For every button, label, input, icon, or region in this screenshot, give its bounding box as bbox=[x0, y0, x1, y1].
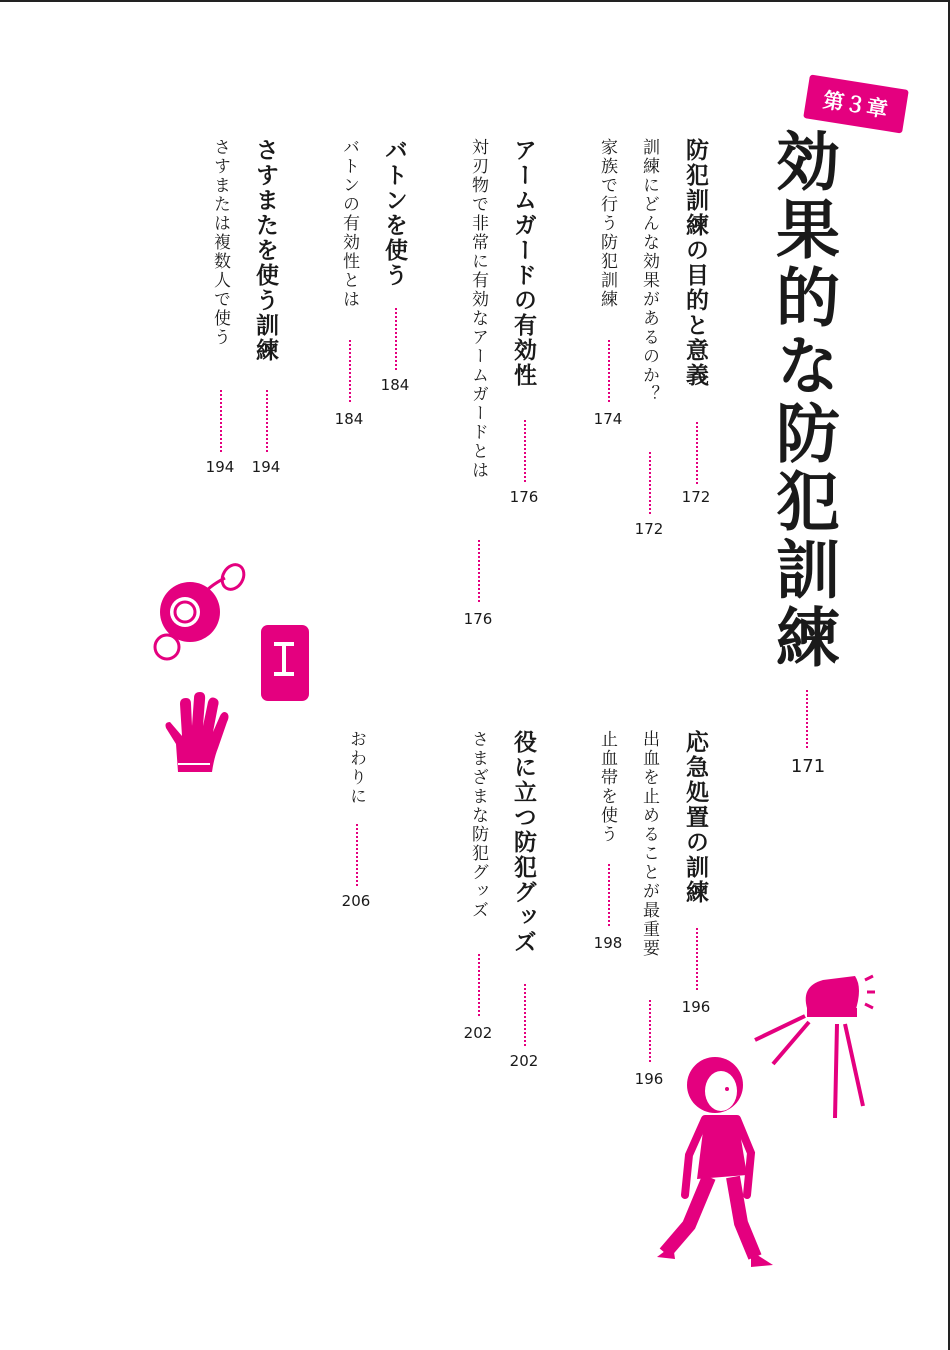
page-number: 194 bbox=[251, 458, 281, 476]
page-border-top bbox=[0, 0, 950, 2]
chapter-title: 効果的な防犯訓練 bbox=[765, 128, 839, 672]
subsection-title[interactable]: 家族で行う防犯訓練 bbox=[597, 138, 617, 309]
section-heading[interactable]: 役に立つ防犯グッズ bbox=[510, 730, 536, 955]
leader-dots bbox=[349, 340, 351, 402]
page-number: 176 bbox=[509, 488, 539, 506]
page-number: 198 bbox=[593, 934, 623, 952]
leader-dots bbox=[478, 540, 480, 602]
leader-dots bbox=[356, 824, 358, 886]
section-heading[interactable]: バトンを使う bbox=[381, 138, 407, 288]
section-heading[interactable]: 応急処置の訓練 bbox=[682, 730, 708, 905]
subsection-title[interactable]: 出血を止めることが最重要 bbox=[639, 730, 659, 958]
page-number: 196 bbox=[681, 998, 711, 1016]
leader-dots bbox=[524, 984, 526, 1046]
page-number: 184 bbox=[334, 410, 364, 428]
leader-dots bbox=[266, 390, 268, 452]
subsection-title[interactable]: おわりに bbox=[346, 730, 366, 806]
subsection-title[interactable]: さまざまな防犯グッズ bbox=[468, 730, 488, 920]
chapter-page: 171 bbox=[790, 756, 826, 777]
page-number: 172 bbox=[634, 520, 664, 538]
subsection-title[interactable]: 対刃物で非常に有効なアームガードとは bbox=[468, 138, 488, 480]
subsection-title[interactable]: バトンの有効性とは bbox=[339, 138, 359, 309]
chapter-leader bbox=[806, 690, 808, 748]
leader-dots bbox=[608, 340, 610, 402]
page-number: 184 bbox=[380, 376, 410, 394]
page-number: 174 bbox=[593, 410, 623, 428]
section-heading[interactable]: アームガードの有効性 bbox=[510, 138, 536, 388]
leader-dots bbox=[220, 390, 222, 452]
shield-card-icon bbox=[258, 622, 314, 706]
section-heading[interactable]: さすまたを使う訓練 bbox=[252, 138, 278, 363]
page-number: 172 bbox=[681, 488, 711, 506]
page-number: 202 bbox=[463, 1024, 493, 1042]
page-number: 202 bbox=[509, 1052, 539, 1070]
subsection-title[interactable]: さすまたは複数人で使う bbox=[210, 138, 230, 347]
leader-dots bbox=[696, 422, 698, 484]
leader-dots bbox=[478, 954, 480, 1016]
subsection-title[interactable]: 訓練にどんな効果があるのか？ bbox=[639, 138, 659, 404]
chapter-badge: 第３章 bbox=[803, 74, 909, 133]
glove-icon bbox=[160, 692, 230, 774]
page-number: 206 bbox=[341, 892, 371, 910]
leader-dots bbox=[649, 1000, 651, 1062]
leader-dots bbox=[649, 452, 651, 514]
leader-dots bbox=[395, 308, 397, 370]
page-number: 194 bbox=[205, 458, 235, 476]
subsection-title[interactable]: 止血帯を使う bbox=[597, 730, 617, 844]
personal-alarm-icon bbox=[145, 560, 250, 665]
leader-dots bbox=[696, 928, 698, 990]
section-heading[interactable]: 防犯訓練の目的と意義 bbox=[682, 138, 708, 388]
leader-dots bbox=[524, 420, 526, 482]
page-number: 196 bbox=[634, 1070, 664, 1088]
leader-dots bbox=[608, 864, 610, 926]
walking-boy-icon bbox=[655, 1045, 780, 1280]
page-number: 176 bbox=[463, 610, 493, 628]
